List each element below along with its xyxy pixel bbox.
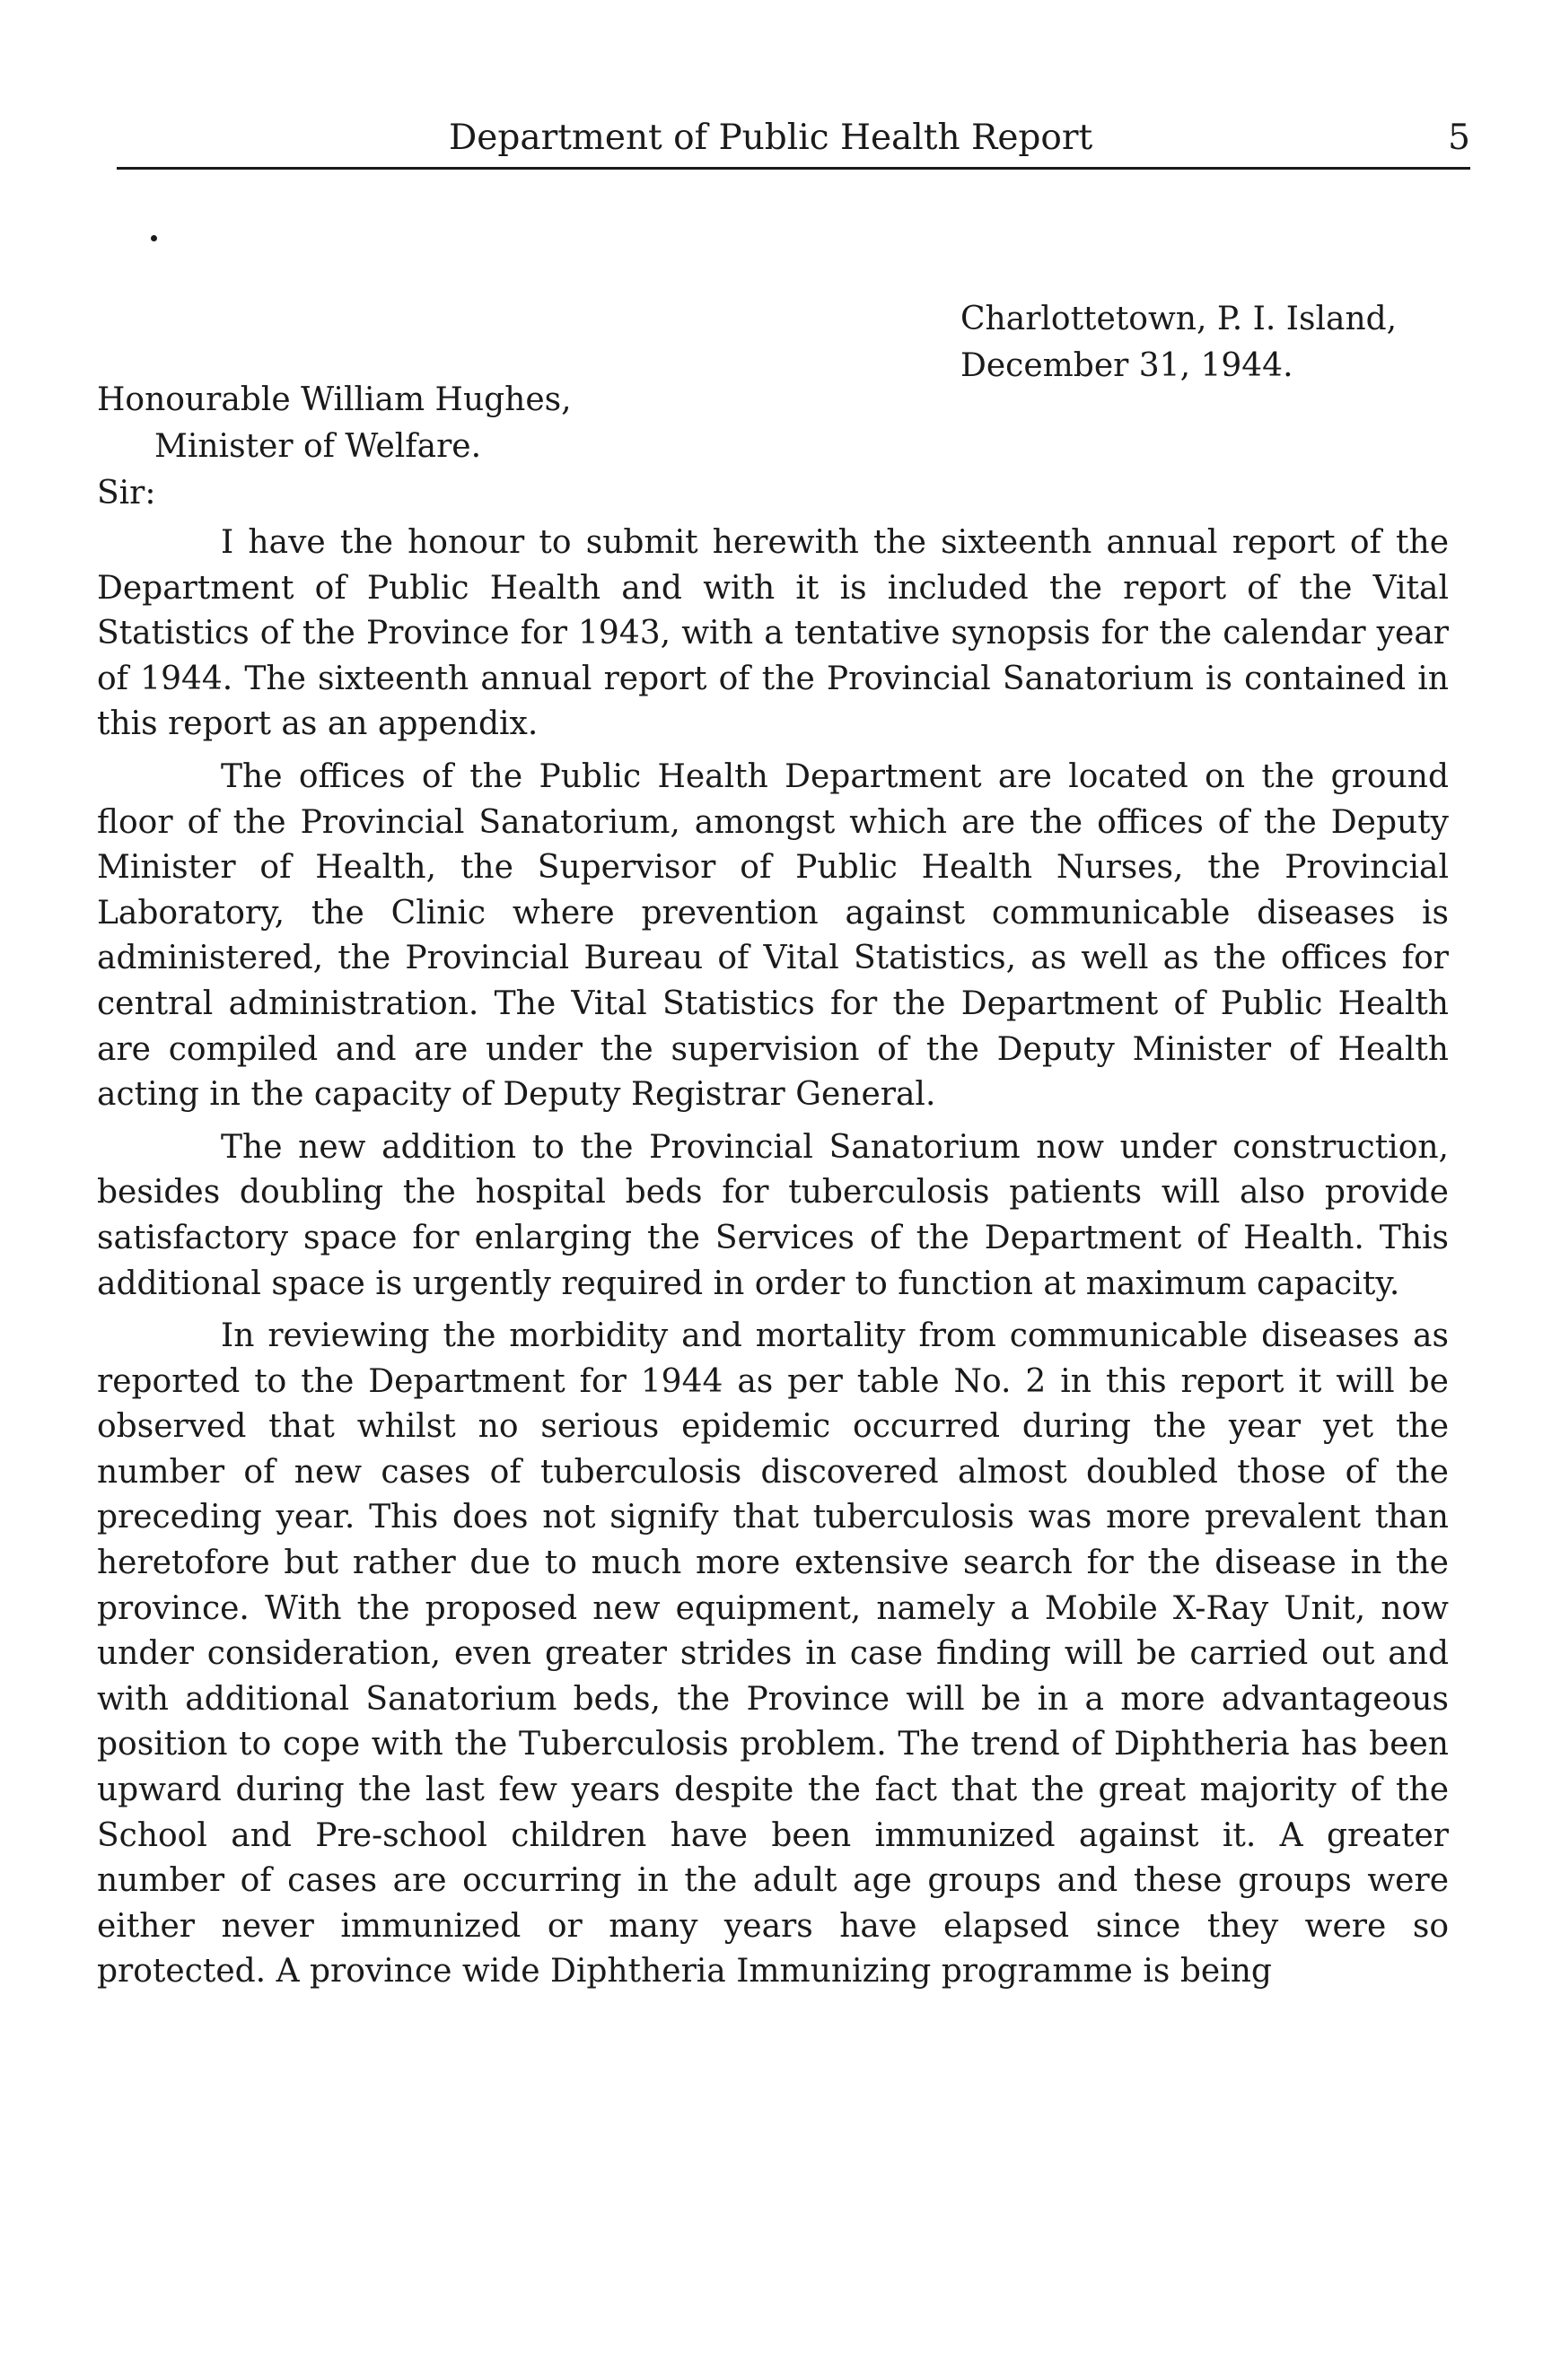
header-title: Department of Public Health Report — [449, 118, 1093, 158]
stray-dot-mark — [151, 235, 157, 241]
header-rule — [117, 167, 1470, 170]
dateline-date: December 31, 1944. — [960, 347, 1293, 384]
page-number: 5 — [1448, 118, 1470, 158]
paragraph-2: The offices of the Public Health Department are located on the ground floor of the Provincial Sanatorium, amongst which are the offices of the Deputy Minister of Health, the Supervisor of Public Health Nurses, the Provincial Laboratory, the Clinic where prevention against communicable diseases is administered, the Provincial Bureau of Vital Statistics, as well as the offices for central administration. The Vital Statistics for the Department of Public Health are compiled and are under the supervision of the Deputy Minister of Health acting in the capacity of Deputy Registrar General. — [97, 757, 1449, 1114]
recipient-address — [97, 377, 572, 470]
salutation: Sir: — [97, 475, 156, 512]
dateline-place: Charlottetown, P. I. Island, — [960, 301, 1398, 337]
recipient-name: Honourable William Hughes, — [97, 381, 572, 418]
letter-body — [97, 521, 1449, 2002]
paragraph-3: The new addition to the Provincial Sanatorium now under construction, besides doubling the hospital beds for tuberculosis patients will also provide satisfactory space for enlarging the Services of the Department of Health. This additional space is urgently required in order to function at maximum capacity. — [97, 1128, 1449, 1302]
paragraph-1: I have the honour to submit herewith the sixteenth annual report of the Department of Public Health and with it is included the report of the Vital Statistics of the Province for 1943, with a tentative synopsis for the calendar year of 1944. The sixteenth annual report of the Provincial Sanatorium is contained in this report as an appendix. — [97, 524, 1449, 743]
dateline — [960, 296, 1397, 389]
page-header — [117, 115, 1470, 169]
paragraph-4: In reviewing the morbidity and mortality from communicable diseases as reported to the Department for 1944 as per table No. 2 in this report it will be observed that whilst no serious epidemic occurred during the year yet the number of new cases of tuberculosis discovered almost doubled those of the preceding year. This does not signify that tuberculosis was more prevalent than heretofore but rather due to much more extensive search for the disease in the province. With the proposed new equipment, namely a Mobile X-Ray Unit, now under consideration, even greater strides in case finding will be carried out and with additional Sanatorium beds, the Province will be in a more advantageous position to cope with the Tuberculosis problem. The trend of Diphtheria has been upward during the last few years despite the fact that the great majority of the School and Pre-school children have been immunized against it. A greater number of cases are occurring in the adult age groups and these groups were either never immunized or many years have elapsed since they were so protected. A province wide Diphtheria Immunizing programme is being — [97, 1317, 1449, 1991]
recipient-title: Minister of Welfare. — [154, 428, 482, 465]
